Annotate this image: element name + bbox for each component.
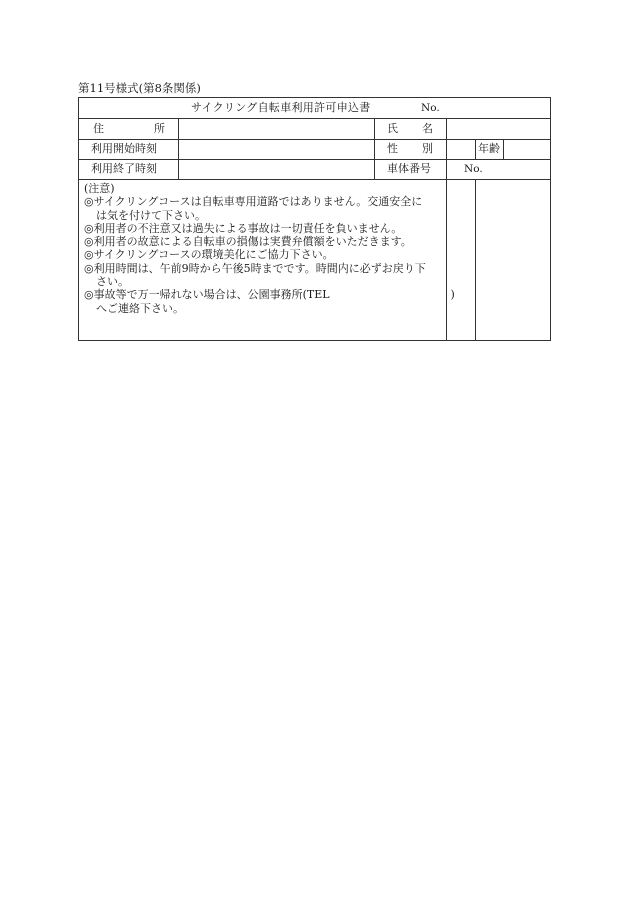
- address-label: 住 所: [93, 122, 165, 135]
- note-item: ◎利用時間は、午前9時から午後5時までです。時間内に必ずお戻り下: [84, 261, 426, 275]
- note-item: ◎サイクリングコースの環境美化にご協力下さい。: [84, 248, 334, 262]
- application-form-table: [78, 97, 551, 341]
- start-time-label: 利用開始時刻: [91, 142, 157, 155]
- stamp-box-left[interactable]: [446, 180, 475, 340]
- note-item-continuation: へご連絡下さい。: [96, 301, 184, 315]
- name-field[interactable]: [446, 119, 552, 139]
- form-number-label: No.: [421, 102, 440, 114]
- gender-label: 性 別: [387, 142, 433, 155]
- form-title: サイクリング自転車利用許可申込書: [191, 101, 371, 114]
- note-item: ◎事故等で万一帰れない場合は、公園事務所(TEL ): [84, 288, 455, 302]
- form-number-caption: 第11号様式(第8条関係): [78, 81, 201, 95]
- note-item: ◎利用者の不注意又は過失による事故は一切責任を負いません。: [84, 221, 403, 235]
- age-field[interactable]: [503, 140, 552, 159]
- end-time-field[interactable]: [178, 160, 374, 179]
- note-item-continuation: は気を付けて下さい。: [96, 208, 206, 222]
- note-item: ◎利用者の故意による自転車の損傷は実費弁償額をいただきます。: [84, 235, 412, 249]
- name-label: 氏 名: [387, 122, 433, 135]
- column-divider: [374, 118, 375, 179]
- note-item: ◎サイクリングコースは自転車専用道路ではありません。交通安全に: [84, 195, 423, 209]
- column-divider: [475, 139, 476, 159]
- notes-block: [84, 182, 455, 315]
- address-field[interactable]: [178, 119, 374, 139]
- end-time-label: 利用終了時刻: [91, 162, 157, 175]
- gender-field[interactable]: [446, 140, 475, 159]
- start-time-field[interactable]: [178, 140, 374, 159]
- vehicle-number-prefix: No.: [464, 163, 483, 175]
- stamp-box-right[interactable]: [475, 180, 552, 340]
- notes-heading: (注意): [84, 182, 115, 195]
- age-label: 年齢: [478, 142, 500, 155]
- vehicle-number-label: 車体番号: [387, 162, 431, 175]
- note-item-continuation: さい。: [96, 275, 129, 289]
